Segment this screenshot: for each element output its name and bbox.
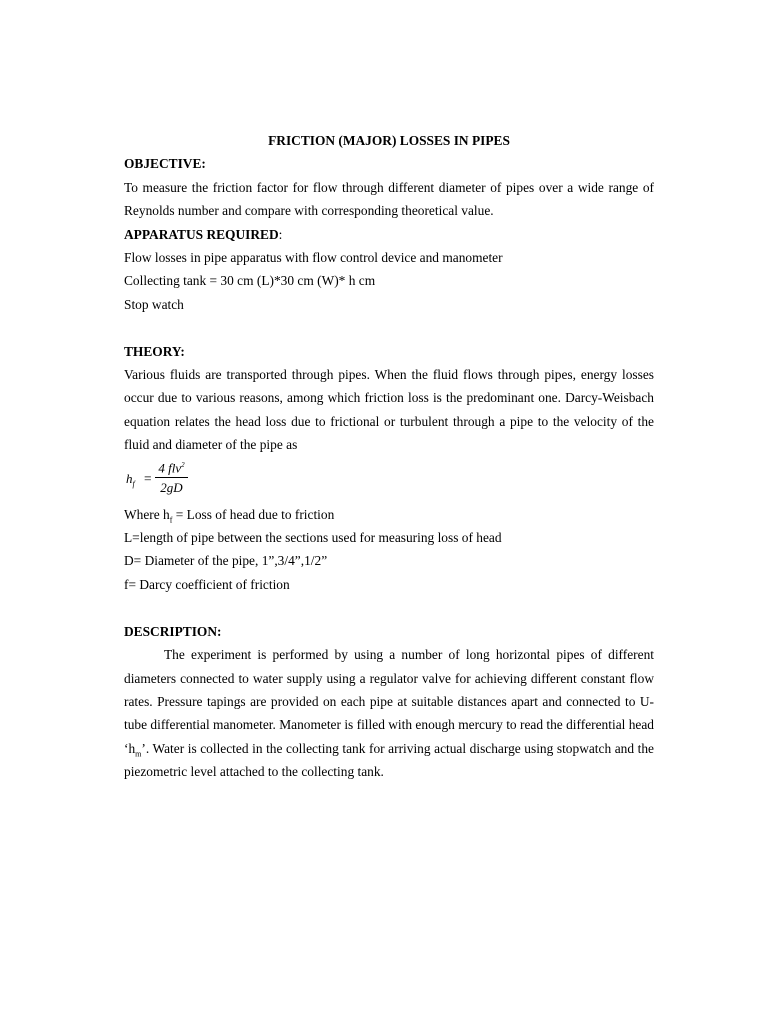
equation-numerator-superscript: 2 <box>181 460 185 469</box>
apparatus-item: Collecting tank = 30 cm (L)*30 cm (W)* h cm <box>124 273 376 289</box>
definition-hf <box>124 503 654 526</box>
apparatus-colon: : <box>278 226 283 242</box>
equation-numerator <box>155 456 188 478</box>
definition-f: f= Darcy coefficient of friction <box>124 576 290 592</box>
equation-fraction <box>155 456 188 498</box>
equation-equals: = <box>144 470 152 486</box>
equation-numerator-text: 4 flv <box>158 460 182 475</box>
description-text-part1: The experiment is performed by using a number of long horizontal pipes of different diameters connected to water supply using a regulator valve for achieving different constant flow rates. Pressure tapings are provided on each pipe at suitable distances apart and connected to U-tube differential manometer. Manometer is filled with enough mercury to read the differential head ‘h <box>124 647 654 756</box>
darcy-weisbach-equation <box>124 457 654 503</box>
objective-heading: OBJECTIVE: <box>124 156 206 172</box>
description-text-part2: ’. Water is collected in the collecting tank for arriving actual discharge using stopwatch and the piezometric level attached to the collecting tank. <box>124 740 654 780</box>
document-title: FRICTION (MAJOR) LOSSES IN PIPES <box>268 133 510 148</box>
objective-text: To measure the friction factor for flow through different diameter of pipes over a wide range of Reynolds number and compare with corresponding theoretical value. <box>124 179 654 219</box>
equation-lhs <box>126 467 135 496</box>
spacer <box>124 596 654 619</box>
description-subscript: m <box>135 749 142 759</box>
spacer <box>124 316 654 339</box>
equation-denominator: 2gD <box>160 480 183 495</box>
definition-hf-rest: = Loss of head due to friction <box>172 506 335 522</box>
theory-text: Various fluids are transported through pipes. When the fluid flows through pipes, energy losses occur due to various reasons, among which friction loss is the predominant one. Darcy-Weisbach equation relates the head loss due to frictional or turbulent through a pipe to the velocity of the fluid and diameter of the pipe as <box>124 367 654 453</box>
equation-lhs-subscript: f <box>132 479 135 489</box>
description-text <box>124 643 654 783</box>
apparatus-item: Stop watch <box>124 296 184 312</box>
document-page <box>124 129 654 784</box>
theory-heading: THEORY: <box>124 343 185 359</box>
description-heading: DESCRIPTION: <box>124 623 222 639</box>
definition-hf-subscript: f <box>169 515 173 525</box>
equation-lhs-symbol: h <box>126 470 133 486</box>
definition-hf-prefix: Where h <box>124 506 170 522</box>
apparatus-heading-line <box>124 223 654 246</box>
definition-D: D= Diameter of the pipe, 1”,3/4”,1/2” <box>124 553 328 569</box>
definition-L: L=length of pipe between the sections used for measuring loss of head <box>124 530 502 546</box>
apparatus-heading: APPARATUS REQUIRED <box>124 226 279 242</box>
apparatus-item: Flow losses in pipe apparatus with flow control device and manometer <box>124 250 503 266</box>
